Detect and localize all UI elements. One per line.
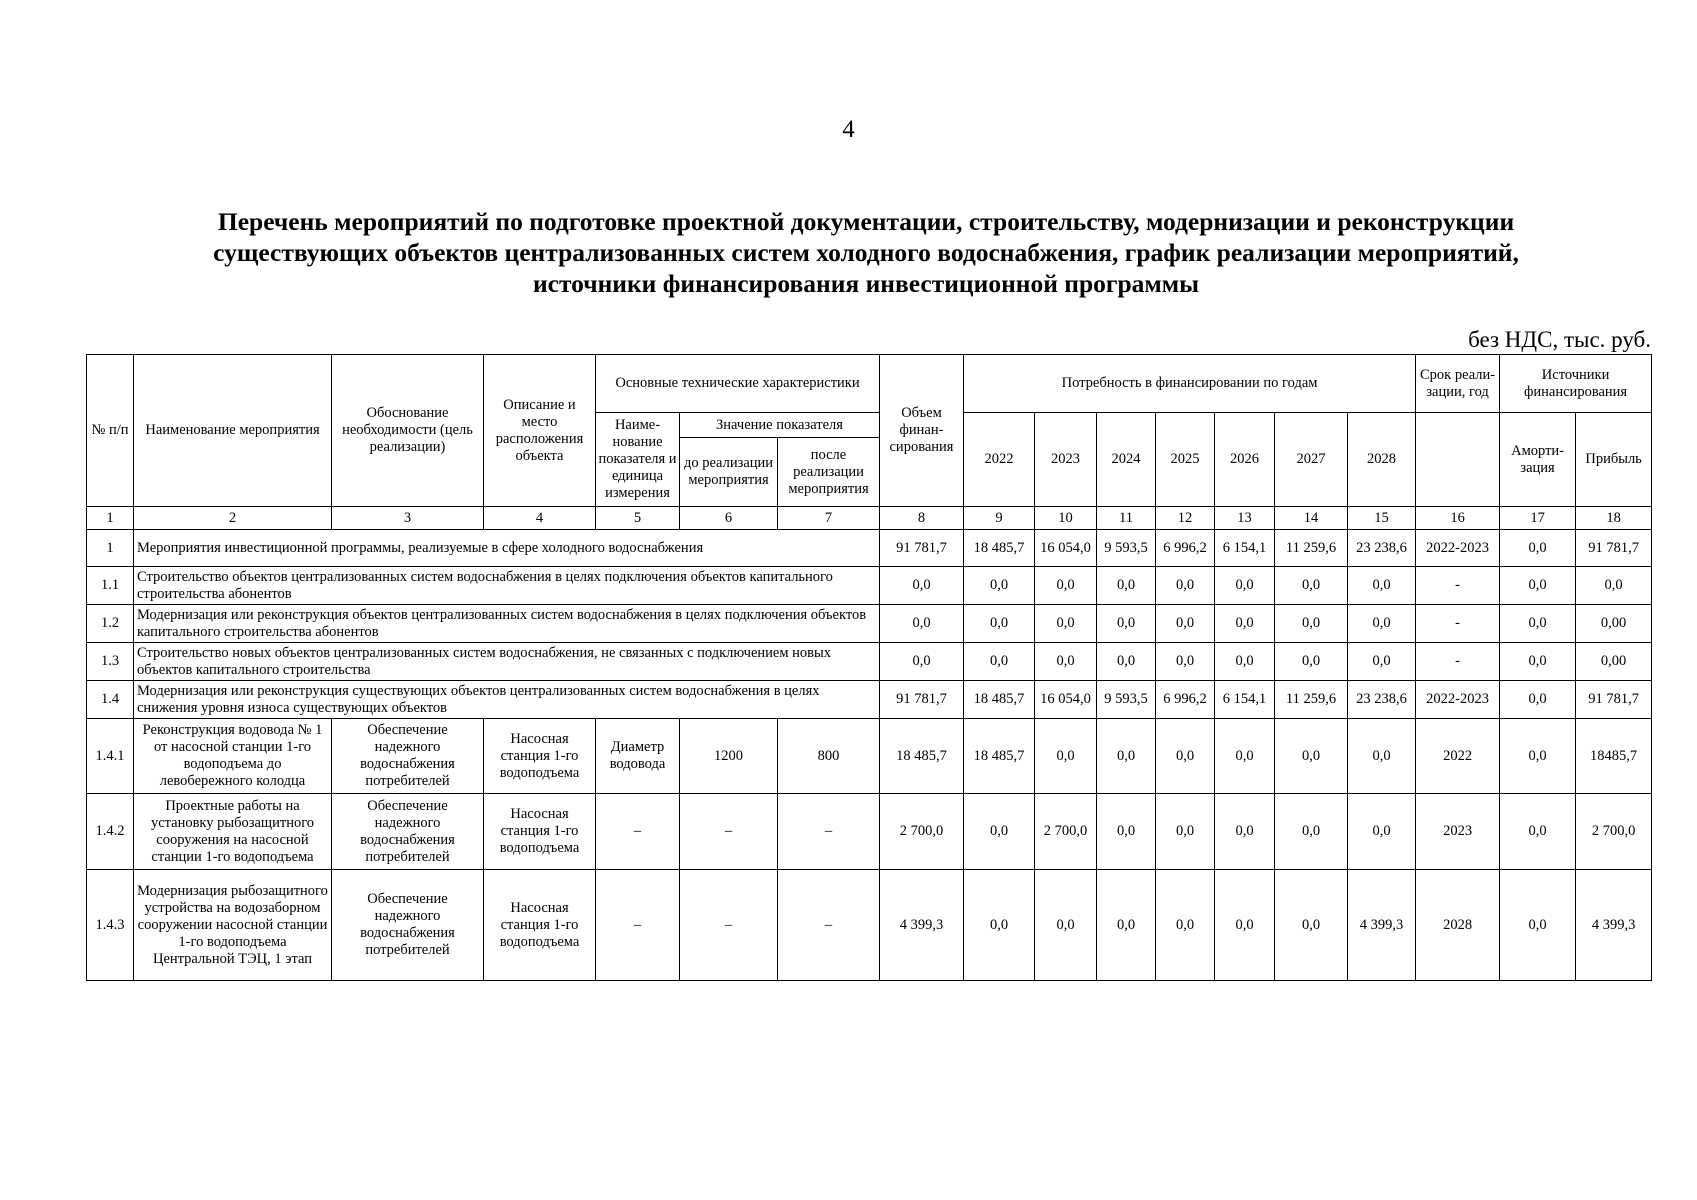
row-indicator: – [596,794,680,870]
row-before: – [680,794,778,870]
row-year-2022: 0,0 [964,794,1035,870]
column-number: 3 [332,507,484,530]
row-year-2024: 0,0 [1097,605,1156,643]
row-year-2027: 0,0 [1275,719,1348,794]
table-row [87,794,1652,870]
header-volume: Объем финан-сирования [880,355,964,507]
header-justification: Обоснование необходимости (цель реализации) [332,355,484,507]
row-year-2027: 0,0 [1275,567,1348,605]
row-num: 1.3 [87,643,134,681]
document-title [86,206,1646,299]
column-number: 11 [1097,507,1156,530]
row-year-2024: 9 593,5 [1097,530,1156,567]
table-row [87,681,1652,719]
table-row [87,605,1652,643]
row-profit: 4 399,3 [1576,870,1652,981]
row-after: 800 [778,719,880,794]
row-year-2022: 0,0 [964,567,1035,605]
row-num: 1.4.1 [87,719,134,794]
table-row [87,567,1652,605]
header-year-2024: 2024 [1097,413,1156,507]
column-number: 5 [596,507,680,530]
row-term: 2022-2023 [1416,681,1500,719]
row-text: Модернизация или реконструкция существующих объектов централизованных систем водоснабжения в целях снижения уровня износа существующих объектов [134,681,880,719]
row-amort: 0,0 [1500,719,1576,794]
row-volume: 0,0 [880,605,964,643]
row-year-2024: 0,0 [1097,719,1156,794]
row-justification: Обеспечение надежного водоснабжения потребителей [332,794,484,870]
investment-table [86,354,1652,981]
row-location: Насосная станция 1-го водоподъема [484,870,596,981]
row-year-2024: 9 593,5 [1097,681,1156,719]
header-sources: Источники финансирования [1500,355,1652,413]
column-number: 15 [1348,507,1416,530]
row-year-2022: 18 485,7 [964,530,1035,567]
row-name: Проектные работы на установку рыбозащитного сооружения на насосной станции 1-го водоподъема [134,794,332,870]
table-row [87,870,1652,981]
header-term-empty [1416,413,1500,507]
row-year-2023: 0,0 [1035,719,1097,794]
column-number: 9 [964,507,1035,530]
row-profit: 0,00 [1576,643,1652,681]
row-year-2027: 0,0 [1275,794,1348,870]
header-year-2026: 2026 [1215,413,1275,507]
row-term: 2022-2023 [1416,530,1500,567]
row-year-2026: 0,0 [1215,605,1275,643]
row-after: – [778,870,880,981]
row-year-2027: 0,0 [1275,643,1348,681]
row-year-2023: 0,0 [1035,870,1097,981]
header-name: Наименование мероприятия [134,355,332,507]
row-year-2027: 11 259,6 [1275,530,1348,567]
row-year-2028: 0,0 [1348,719,1416,794]
row-year-2024: 0,0 [1097,567,1156,605]
header-need-by-year: Потребность в финансировании по годам [964,355,1416,413]
column-number-row [87,507,1652,530]
row-year-2024: 0,0 [1097,643,1156,681]
row-text: Строительство объектов централизованных систем водоснабжения в целях подключения объектов капитального строительства абонентов [134,567,880,605]
row-amort: 0,0 [1500,643,1576,681]
row-year-2023: 16 054,0 [1035,681,1097,719]
row-volume: 0,0 [880,567,964,605]
row-volume: 91 781,7 [880,530,964,567]
row-year-2023: 0,0 [1035,643,1097,681]
row-year-2022: 0,0 [964,870,1035,981]
row-year-2028: 0,0 [1348,794,1416,870]
column-number: 14 [1275,507,1348,530]
header-num: № п/п [87,355,134,507]
row-amort: 0,0 [1500,605,1576,643]
row-year-2022: 0,0 [964,643,1035,681]
column-number: 18 [1576,507,1652,530]
header-location: Описание и место расположения объекта [484,355,596,507]
row-year-2023: 0,0 [1035,567,1097,605]
row-amort: 0,0 [1500,530,1576,567]
row-year-2025: 0,0 [1156,794,1215,870]
table-row [87,719,1652,794]
row-year-2025: 0,0 [1156,870,1215,981]
row-year-2025: 6 996,2 [1156,530,1215,567]
row-year-2025: 0,0 [1156,719,1215,794]
row-year-2025: 6 996,2 [1156,681,1215,719]
row-year-2028: 23 238,6 [1348,530,1416,567]
row-name: Реконструкция водовода № 1 от насосной станции 1-го водоподъема до левобережного колодца [134,719,332,794]
row-year-2026: 0,0 [1215,870,1275,981]
row-year-2026: 0,0 [1215,794,1275,870]
row-year-2022: 0,0 [964,605,1035,643]
row-num: 1.4 [87,681,134,719]
column-number: 16 [1416,507,1500,530]
row-justification: Обеспечение надежного водоснабжения потребителей [332,870,484,981]
row-year-2026: 0,0 [1215,719,1275,794]
row-location: Насосная станция 1-го водоподъема [484,794,596,870]
row-num: 1.2 [87,605,134,643]
row-volume: 91 781,7 [880,681,964,719]
row-term: - [1416,567,1500,605]
row-profit: 0,0 [1576,567,1652,605]
column-number: 10 [1035,507,1097,530]
column-number: 2 [134,507,332,530]
header-indicator-name: Наиме-нование показателя и единица измерения [596,413,680,507]
page-number: 4 [842,116,855,143]
header-year-2027: 2027 [1275,413,1348,507]
row-volume: 4 399,3 [880,870,964,981]
row-volume: 0,0 [880,643,964,681]
header-row-1 [87,355,1652,413]
column-number: 1 [87,507,134,530]
row-year-2028: 23 238,6 [1348,681,1416,719]
row-term: 2023 [1416,794,1500,870]
row-year-2027: 0,0 [1275,870,1348,981]
row-term: - [1416,643,1500,681]
row-amort: 0,0 [1500,567,1576,605]
row-num: 1.1 [87,567,134,605]
column-number: 13 [1215,507,1275,530]
row-year-2025: 0,0 [1156,567,1215,605]
row-year-2026: 6 154,1 [1215,681,1275,719]
column-number: 12 [1156,507,1215,530]
row-location: Насосная станция 1-го водоподъема [484,719,596,794]
row-num: 1.4.2 [87,794,134,870]
row-text: Мероприятия инвестиционной программы, реализуемые в сфере холодного водоснабжения [134,530,880,567]
row-year-2022: 18 485,7 [964,681,1035,719]
row-year-2023: 2 700,0 [1035,794,1097,870]
row-indicator: Диаметр водовода [596,719,680,794]
header-indicator-value: Значение показателя [680,413,880,438]
column-number: 8 [880,507,964,530]
header-profit: Прибыль [1576,413,1652,507]
row-after: – [778,794,880,870]
row-term: - [1416,605,1500,643]
row-name: Модернизация рыбозащитного устройства на водозаборном сооружении насосной станции 1-го водоподъема Центральной ТЭЦ, 1 этап [134,870,332,981]
table-row [87,643,1652,681]
column-number: 6 [680,507,778,530]
header-before: до реализации мероприятия [680,438,778,507]
row-year-2027: 11 259,6 [1275,681,1348,719]
title-line-2: существующих объектов централизованных систем холодного водоснабжения, график реализации мероприятий, [213,238,1519,267]
row-profit: 91 781,7 [1576,681,1652,719]
row-profit: 91 781,7 [1576,530,1652,567]
row-year-2025: 0,0 [1156,643,1215,681]
column-number: 4 [484,507,596,530]
row-volume: 18 485,7 [880,719,964,794]
row-profit: 0,00 [1576,605,1652,643]
row-year-2023: 16 054,0 [1035,530,1097,567]
row-amort: 0,0 [1500,870,1576,981]
row-year-2026: 0,0 [1215,567,1275,605]
row-term: 2022 [1416,719,1500,794]
title-line-1: Перечень мероприятий по подготовке проектной документации, строительству, модернизации и реконструкции [217,207,1515,236]
header-after: после реализации мероприятия [778,438,880,507]
row-year-2024: 0,0 [1097,794,1156,870]
table-row [87,530,1652,567]
row-year-2028: 4 399,3 [1348,870,1416,981]
row-year-2028: 0,0 [1348,605,1416,643]
row-profit: 2 700,0 [1576,794,1652,870]
row-profit: 18485,7 [1576,719,1652,794]
header-amort: Аморти-зация [1500,413,1576,507]
row-year-2023: 0,0 [1035,605,1097,643]
row-year-2022: 18 485,7 [964,719,1035,794]
row-year-2028: 0,0 [1348,643,1416,681]
column-number: 17 [1500,507,1576,530]
row-before: 1200 [680,719,778,794]
row-volume: 2 700,0 [880,794,964,870]
row-year-2027: 0,0 [1275,605,1348,643]
header-year-2022: 2022 [964,413,1035,507]
header-term: Срок реали-зации, год [1416,355,1500,413]
row-justification: Обеспечение надежного водоснабжения потребителей [332,719,484,794]
row-year-2025: 0,0 [1156,605,1215,643]
header-year-2028: 2028 [1348,413,1416,507]
header-year-2023: 2023 [1035,413,1097,507]
header-tech: Основные технические характеристики [596,355,880,413]
row-amort: 0,0 [1500,794,1576,870]
row-year-2028: 0,0 [1348,567,1416,605]
row-num: 1 [87,530,134,567]
row-text: Модернизация или реконструкция объектов централизованных систем водоснабжения в целях подключения объектов капитального строительства абонентов [134,605,880,643]
units-note: без НДС, тыс. руб. [1468,327,1651,352]
row-year-2026: 0,0 [1215,643,1275,681]
row-term: 2028 [1416,870,1500,981]
row-amort: 0,0 [1500,681,1576,719]
column-number: 7 [778,507,880,530]
header-year-2025: 2025 [1156,413,1215,507]
row-year-2026: 6 154,1 [1215,530,1275,567]
row-num: 1.4.3 [87,870,134,981]
row-year-2024: 0,0 [1097,870,1156,981]
title-line-3: источники финансирования инвестиционной программы [532,269,1200,298]
row-text: Строительство новых объектов централизованных систем водоснабжения, не связанных с подключением новых объектов капитального строительства [134,643,880,681]
row-indicator: – [596,870,680,981]
row-before: – [680,870,778,981]
